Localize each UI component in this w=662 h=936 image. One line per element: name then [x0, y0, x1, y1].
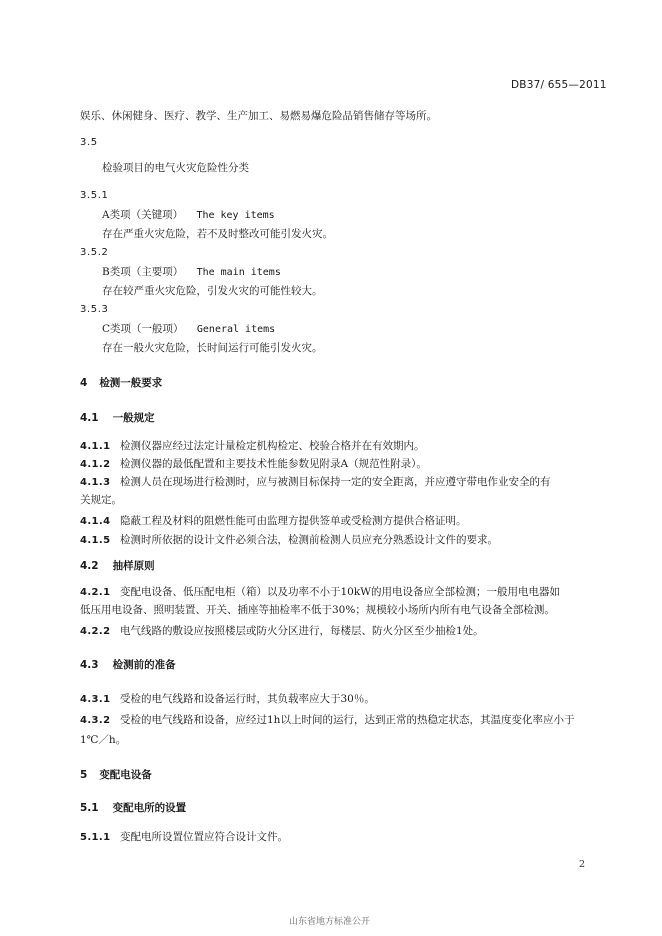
clause-title: 抽样原则 [112, 560, 155, 572]
clause-number: 5.1.1 [80, 832, 111, 843]
clause-3-5-title: 检验项目的电气火灾危险性分类 [102, 162, 249, 174]
clause-3-5-3-number: 3.5.3 [80, 304, 109, 315]
clause-title: 检测前的准备 [112, 659, 176, 671]
section-number: 4 [80, 377, 88, 389]
term-en: General items [196, 324, 276, 335]
clause-5-1-1 [80, 830, 288, 845]
clause-number: 4.1.3 [80, 477, 111, 488]
clause-number: 4.1.4 [80, 516, 111, 527]
clause-3-5-1-definition: 存在严重火灾危险，若不及时整改可能引发火灾。 [102, 228, 333, 240]
clause-4-2-1-continuation: 低压用电设备、照明装置、开关、插座等抽检率不低于30%；规模较小场所内所有电气设备全部检测。 [80, 604, 555, 616]
term-cn: A类项（关键项） [102, 209, 184, 221]
clause-number: 4.3 [80, 659, 99, 671]
clause-3-5-2-number: 3.5.2 [80, 247, 109, 258]
clause-3-5-3-definition: 存在一般火灾危险，长时间运行可能引发火灾。 [102, 342, 323, 354]
clause-5-1-heading [80, 800, 186, 815]
clause-number: 4.2.1 [80, 587, 111, 598]
clause-number: 4.2.2 [80, 626, 111, 637]
clause-4-3-2-continuation: 1℃／h。 [80, 734, 127, 746]
clause-text: 电气线路的敷设应按照楼层或防火分区进行，每楼层、防火分区至少抽检1处。 [120, 625, 484, 637]
clause-text: 检测仪器的最低配置和主要技术性能参数见附录A（规范性附录）。 [120, 458, 427, 470]
clause-text: 检测人员在现场进行检测时，应与被测目标保持一定的安全距离，并应遵守带电作业安全的有 [120, 476, 551, 488]
clause-3-5-2-definition: 存在较严重火灾危险，引发火灾的可能性较大。 [102, 285, 323, 297]
footer-text: 山东省地方标准公开 [289, 917, 371, 927]
clause-number: 4.2 [80, 560, 99, 572]
clause-number: 4.1.1 [80, 441, 111, 452]
clause-text: 变配电设备、低压配电柜（箱）以及功率不小于10kW的用电设备应全部检测；一般用电电器如 [120, 586, 561, 598]
clause-4-3-heading [80, 657, 176, 672]
clause-3-5-number: 3.5 [80, 137, 98, 148]
clause-3-5-1-term [102, 208, 275, 223]
clause-4-2-heading [80, 558, 155, 573]
clause-4-1-heading [80, 410, 155, 425]
clause-4-3-1 [80, 692, 375, 707]
clause-text: 受检的电气线路和设备运行时，其负载率应大于30％。 [120, 693, 375, 705]
clause-4-1-1 [80, 439, 425, 454]
term-en: The key items [196, 210, 275, 221]
clause-text: 隐蔽工程及材料的阻燃性能可由监理方提供签单或受检测方提供合格证明。 [120, 515, 467, 527]
clause-number: 4.1 [80, 412, 99, 424]
clause-4-2-1 [80, 585, 560, 600]
clause-4-3-2 [80, 713, 574, 728]
section-title: 变配电设备 [99, 769, 152, 781]
clause-4-2-2 [80, 624, 484, 639]
intro-continuation: 娱乐、休闲健身、医疗、教学、生产加工、易燃易爆危险品销售储存等场所。 [80, 110, 437, 122]
term-cn: B类项（主要项） [102, 266, 184, 278]
clause-4-1-3 [80, 475, 551, 490]
clause-4-1-5 [80, 533, 498, 548]
term-cn: C类项（一般项） [102, 323, 184, 335]
clause-text: 检测仪器应经过法定计量检定机构检定、校验合格并在有效期内。 [120, 440, 425, 452]
clause-4-1-4 [80, 514, 467, 529]
clause-number: 5.1 [80, 802, 99, 814]
clause-text: 变配电所设置位置应符合设计文件。 [120, 831, 288, 843]
page-number: 2 [579, 859, 586, 870]
clause-text: 受检的电气线路和设备，应经过1h以上时间的运行，达到正常的热稳定状态，其温度变化率应小于 [120, 714, 575, 726]
clause-3-5-3-term [102, 322, 275, 337]
clause-title: 变配电所的设置 [112, 802, 187, 814]
clause-3-5-1-number: 3.5.1 [80, 190, 109, 201]
term-en: The main items [196, 267, 281, 278]
clause-number: 4.3.2 [80, 715, 111, 726]
clause-4-1-3-continuation: 关规定。 [80, 494, 122, 506]
section-number: 5 [80, 769, 88, 781]
clause-number: 4.3.1 [80, 694, 111, 705]
clause-4-1-2 [80, 457, 427, 472]
clause-3-5-2-term [102, 265, 281, 280]
clause-title: 一般规定 [112, 412, 155, 424]
clause-text: 检测时所依据的设计文件必须合法，检测前检测人员应充分熟悉设计文件的要求。 [120, 534, 498, 546]
clause-number: 4.1.5 [80, 535, 111, 546]
section-5-heading [80, 767, 152, 782]
document-code: DB37/ 655—2011 [511, 79, 607, 91]
clause-number: 4.1.2 [80, 459, 111, 470]
section-4-heading [80, 375, 162, 390]
section-title: 检测一般要求 [99, 377, 163, 389]
